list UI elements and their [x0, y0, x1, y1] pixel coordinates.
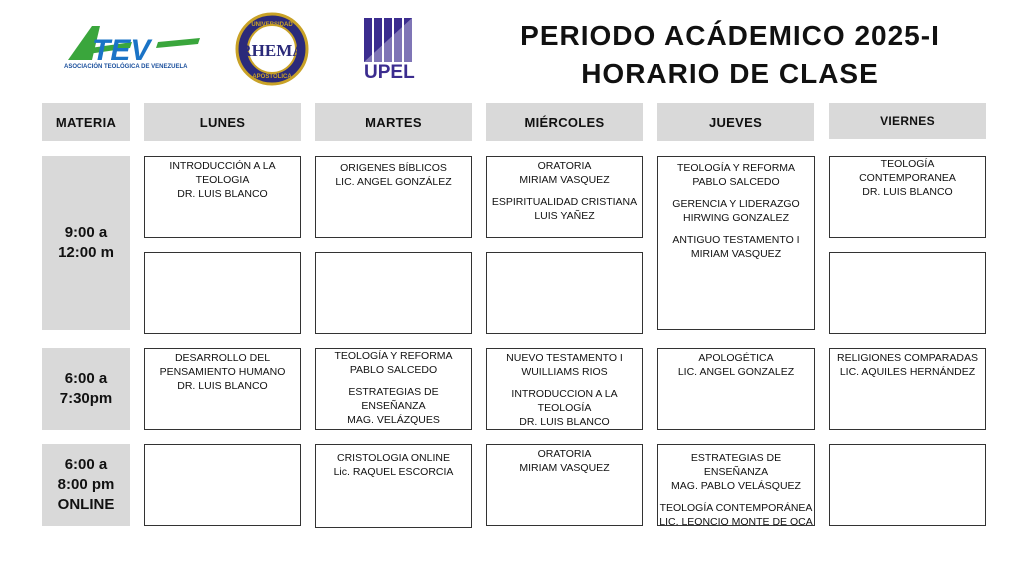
time-slot-evening: 6:00 a 7:30pm: [42, 348, 130, 430]
course-name: ESTRATEGIAS DE ENSEÑANZA: [690, 452, 782, 478]
instructor-name: MIRIAM VASQUEZ: [519, 462, 610, 474]
course-entry: [487, 387, 642, 429]
class-cell-empty: [144, 444, 301, 526]
course-name: CONTEMPORANEA: [859, 172, 956, 184]
class-cell-empty: [486, 252, 643, 334]
col-header-lunes: LUNES: [144, 103, 301, 141]
course-name: PENSAMIENTO HUMANO: [159, 366, 286, 378]
course-name: TEOLOGÍA Y REFORMA: [334, 350, 453, 362]
course-name: ESPIRITUALIDAD CRISTIANA: [491, 196, 638, 208]
course-entry: [316, 385, 471, 427]
course-name: APOLOGÉTICA: [698, 352, 774, 364]
class-cell: [486, 444, 643, 526]
class-cell: [144, 348, 301, 430]
col-header-jueves: JUEVES: [657, 103, 814, 141]
atev-caption: ASOCIACIÓN TEOLÓGICA DE VENEZUELA: [64, 64, 188, 70]
page-title-line2: HORARIO DE CLASE: [581, 58, 879, 89]
instructor-name: WUILLIAMS RIOS: [521, 366, 608, 378]
course-entry: [658, 451, 814, 493]
class-cell: [315, 348, 472, 430]
col-header-materia: MATERIA: [42, 103, 130, 141]
course-entry: [487, 447, 642, 475]
course-name: RELIGIONES COMPARADAS: [836, 352, 978, 364]
instructor-name: Lic. RAQUEL ESCORCIA: [333, 466, 454, 478]
upel-wordmark: UPEL: [364, 62, 415, 83]
course-entry: [145, 159, 300, 201]
col-header-viernes: VIERNES: [829, 103, 986, 139]
instructor-name: MAG. VELÁZQUES: [347, 414, 440, 426]
course-entry: [487, 159, 642, 187]
class-cell: [829, 348, 986, 430]
course-entry: [487, 195, 642, 223]
instructor-name: PABLO SALCEDO: [349, 364, 438, 376]
svg-text:RHEMA: RHEMA: [239, 41, 305, 60]
course-name: ESTRATEGIAS DE ENSEÑANZA: [348, 386, 439, 412]
course-name: TEOLOGÍA: [880, 158, 935, 170]
course-entry: [658, 351, 814, 379]
instructor-name: LUIS YAÑEZ: [534, 210, 595, 222]
course-entry: [830, 351, 985, 379]
class-cell: [144, 156, 301, 238]
class-cell: [657, 348, 815, 430]
class-cell: [315, 444, 472, 528]
class-cell-empty: [829, 252, 986, 334]
rhema-logo: [230, 12, 314, 86]
class-cell-empty: [829, 444, 986, 526]
course-name: DESARROLLO DEL: [174, 352, 271, 364]
course-entry: [316, 349, 471, 377]
svg-text:TEV: TEV: [92, 34, 151, 67]
course-entry: [658, 161, 814, 189]
class-cell: [315, 156, 472, 238]
instructor-name: DR. LUIS BLANCO: [177, 380, 268, 392]
rhema-seal-graphic: [230, 12, 314, 86]
page-title-line1: PERIODO ACÁDEMICO 2025-I: [520, 20, 940, 51]
class-cell: [657, 156, 815, 330]
course-name: INTRODUCCIÓN A LA: [169, 160, 276, 172]
course-name: TEOLOGÍA: [537, 402, 592, 414]
class-cell: [657, 444, 815, 526]
course-entry: [830, 157, 985, 199]
instructor-name: HIRWING GONZALEZ: [683, 212, 789, 224]
svg-text:UNIVERSIDAD: UNIVERSIDAD: [251, 22, 293, 28]
instructor-name: MIRIAM VASQUEZ: [690, 248, 782, 260]
course-name: TEOLOGÍA Y REFORMA: [676, 162, 796, 174]
course-name: TEOLOGIA: [195, 174, 250, 186]
course-name: INTRODUCCION A LA: [511, 388, 618, 400]
time-slot-morning: 9:00 a 12:00 m: [42, 156, 130, 330]
course-entry: [658, 197, 814, 225]
course-name: ORATORIA: [537, 160, 592, 172]
course-name: ANTIGUO TESTAMENTO I: [672, 234, 800, 246]
course-entry: [316, 161, 471, 189]
atev-logo: [62, 20, 202, 74]
class-cell: [486, 348, 643, 430]
instructor-name: LIC. AQUILES HERNÁNDEZ: [839, 366, 976, 378]
course-name: ORIGENES BÍBLICOS: [340, 162, 447, 174]
course-name: ORATORIA: [537, 448, 592, 460]
svg-text:APOSTÓLICA: APOSTÓLICA: [252, 74, 292, 80]
instructor-name: DR. LUIS BLANCO: [862, 186, 953, 198]
class-cell-empty: [144, 252, 301, 334]
instructor-name: LIC. LEONCIO MONTE DE OCA: [659, 516, 813, 528]
instructor-name: MIRIAM VASQUEZ: [519, 174, 610, 186]
course-entry: [145, 351, 300, 393]
col-header-miercoles: MIÉRCOLES: [486, 103, 643, 141]
upel-emblem-graphic: [360, 16, 422, 64]
instructor-name: DR. LUIS BLANCO: [177, 188, 268, 200]
instructor-name: PABLO SALCEDO: [692, 176, 780, 188]
instructor-name: MAG. PABLO VELÁSQUEZ: [671, 480, 801, 492]
course-entry: [658, 233, 814, 261]
time-slot-online: 6:00 a 8:00 pm ONLINE: [42, 444, 130, 526]
course-entry: [487, 351, 642, 379]
upel-logo: [360, 16, 422, 84]
class-cell: [829, 156, 986, 238]
class-cell-empty: [315, 252, 472, 334]
class-cell: [486, 156, 643, 238]
col-header-martes: MARTES: [315, 103, 472, 141]
course-name: CRISTOLOGIA ONLINE: [336, 452, 450, 464]
instructor-name: DR. LUIS BLANCO: [519, 416, 610, 428]
course-name: NUEVO TESTAMENTO I: [506, 352, 623, 364]
course-entry: [316, 451, 471, 479]
course-entry: [658, 501, 814, 529]
course-name: TEOLOGÍA CONTEMPORÁNEA: [659, 502, 813, 514]
instructor-name: LIC. ANGEL GONZALEZ: [677, 366, 795, 378]
instructor-name: LIC. ANGEL GONZÁLEZ: [335, 176, 452, 188]
course-name: GERENCIA Y LIDERAZGO: [672, 198, 800, 210]
